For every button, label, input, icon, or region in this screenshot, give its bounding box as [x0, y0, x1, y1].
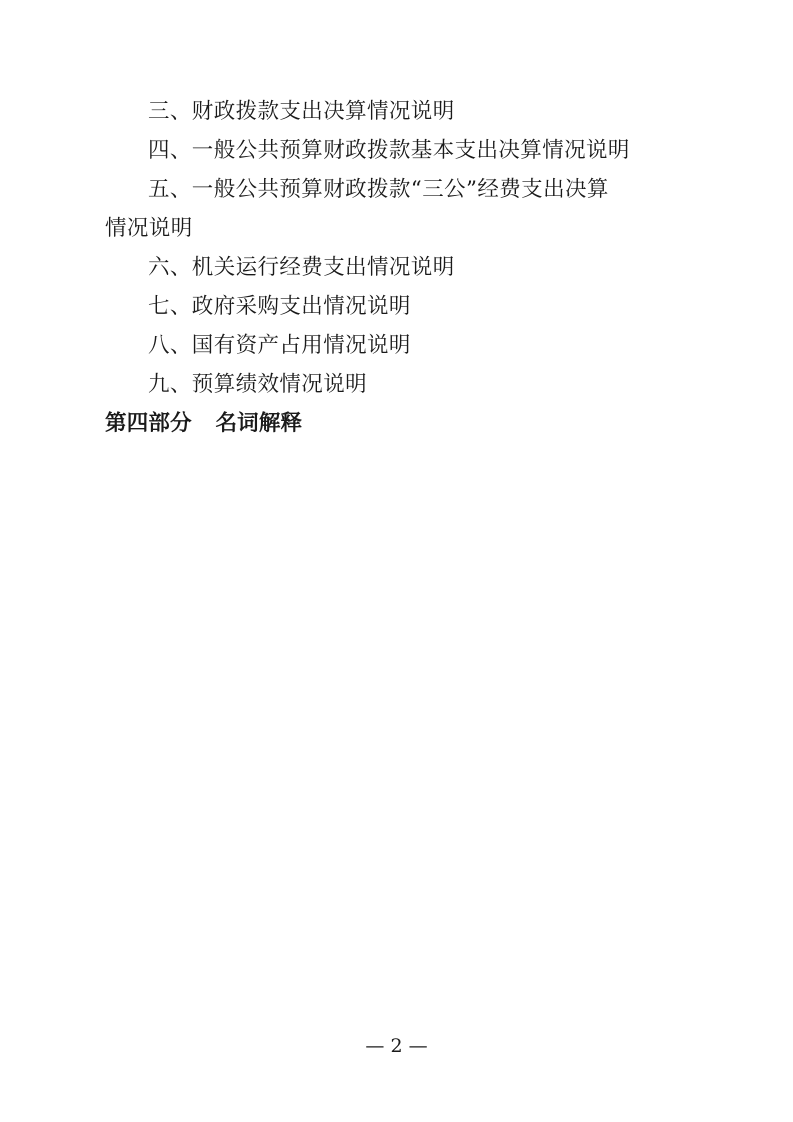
toc-entry-label: 五、一般公共预算财政拨款“三公”经费支出决算 — [148, 177, 609, 202]
toc-entry-label: 七、政府采购支出情况说明 — [148, 294, 411, 319]
toc-entry-7[interactable] — [105, 287, 688, 326]
toc-entry-label-continuation: 情况说明 — [105, 216, 193, 241]
toc-entry-part-4[interactable] — [105, 404, 688, 443]
page-number: — 2 — — [365, 1035, 428, 1057]
toc-part-label: 第四部分 — [105, 411, 192, 436]
toc-entry-5[interactable] — [105, 170, 688, 209]
toc-entry-4[interactable] — [105, 131, 688, 170]
toc-entry-8[interactable] — [105, 326, 688, 365]
toc-entry-label: 三、财政拨款支出决算情况说明 — [148, 99, 455, 124]
toc-entry-label: 四、一般公共预算财政拨款基本支出决算情况说明 — [148, 138, 630, 163]
toc-entry-label: 九、预算绩效情况说明 — [148, 372, 368, 397]
table-of-contents — [105, 92, 688, 443]
toc-entry-9[interactable] — [105, 365, 688, 404]
toc-entry-5-continuation[interactable] — [105, 209, 688, 248]
toc-entry-label: 六、机关运行经费支出情况说明 — [148, 255, 455, 280]
toc-part-title: 名词解释 — [215, 411, 303, 436]
toc-entry-label: 八、国有资产占用情况说明 — [148, 333, 411, 358]
toc-entry-6[interactable] — [105, 248, 688, 287]
toc-entry-3[interactable] — [105, 92, 688, 131]
